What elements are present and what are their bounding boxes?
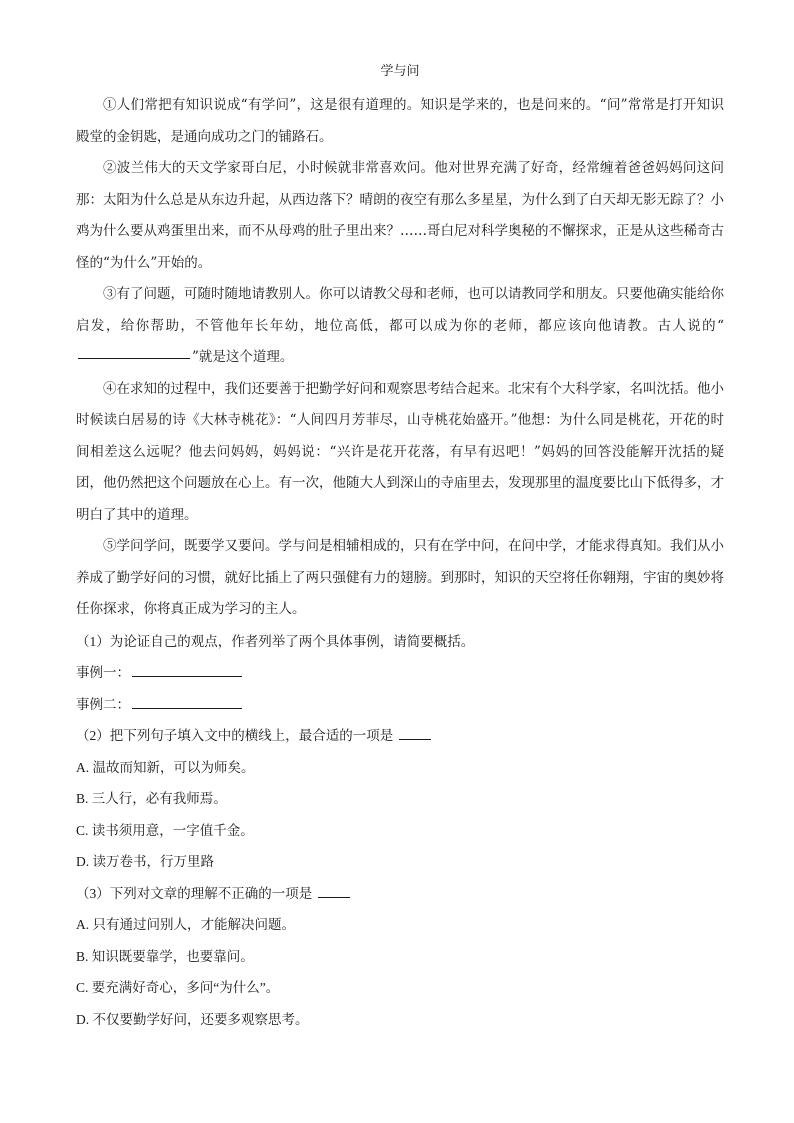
question-2-option-d: D. 读万卷书，行万里路: [76, 854, 214, 869]
question-2-stem-row: [76, 720, 724, 752]
question-3-option-b: B. 知识既要靠学，也要靠问。: [76, 948, 254, 964]
question-1: [76, 626, 724, 721]
paragraph-4: ④在求知的过程中，我们还要善于把勤学好问和观察思考结合起来。北宋有个大科学家，名叫沈括。他小时候读白居易的诗《大林寺桃花》：“人间四月芳菲尽，山寺桃花始盛开。”他想：为什么同是桃花，开花的时间相差这么远呢？他去问妈妈，妈妈说：“兴许是花开花落，有早有迟吧！”妈妈的回答没能解开沈括的疑团，他仍然把这个问题放在心上。有一次，他随大人到深山的寺庙里去，发现那里的温度要比山下低得多，才明白了其中的道理。: [76, 380, 724, 523]
example-1-row: [76, 657, 724, 689]
paragraph-5: ⑤学问学问，既要学又要问。学与问是相辅相成的，只有在学中问，在问中学，才能求得真知。我们从小养成了勤学好问的习惯，就好比插上了两只强健有力的翅膀。到那时，知识的天空将任你翱翔，宇宙的奥妙将任你探求，你将真正成为学习的主人。: [76, 538, 724, 617]
question-3-stem-row: [76, 878, 724, 910]
example-2-label: 事例二：: [76, 696, 130, 712]
paragraph-3: [76, 279, 724, 374]
article-title: 学与问: [380, 64, 420, 79]
question-3-option-d: D. 不仅要勤学好问，还要多观察思考。: [76, 1011, 309, 1027]
example-2-answer-line[interactable]: [132, 694, 242, 709]
question-3-answer-line[interactable]: [318, 883, 350, 898]
example-1-label: 事例一：: [76, 665, 130, 680]
example-1-answer-line[interactable]: [132, 662, 242, 677]
question-2-option-b: B. 三人行，必有我师焉。: [76, 791, 227, 806]
fill-in-blank: [78, 357, 190, 359]
question-2-stem: （2）把下列句子填入文中的横线上，最合适的一项是: [76, 728, 394, 743]
question-3-option-a: A. 只有通过问别人，才能解决问题。: [76, 917, 295, 932]
question-3: [76, 878, 724, 1036]
question-1-stem: （1）为论证自己的观点，作者列举了两个具体事例，请简要概括。: [76, 633, 475, 649]
question-2-option-a: A. 温故而知新，可以为师矣。: [76, 759, 255, 775]
paragraph-2: ②波兰伟大的天文学家哥白尼，小时候就非常喜欢问。他对世界充满了好奇，经常缠着爸爸妈妈问这问那：太阳为什么总是从东边升起，从西边落下？晴朗的夜空有那么多星星，为什么到了白天却无影无踪了？小鸡为什么要从鸡蛋里出来，而不从母鸡的肚子里出来？……哥白尼对科学奥秘的不懈探求，正是从这些稀奇古怪的“为什么”开始的。: [76, 160, 724, 271]
question-2-answer-line[interactable]: [399, 725, 431, 740]
document-page: [76, 62, 724, 1035]
paragraph-3-after-blank: ”就是这个道理。: [192, 349, 294, 365]
paragraph-1: ①人们常把有知识说成“有学问”，这是很有道理的。知识是学来的，也是问来的。“问”常常是打开知识殿堂的金钥匙，是通向成功之门的铺路石。: [76, 97, 724, 145]
example-2-row: [76, 689, 724, 721]
question-2: [76, 720, 724, 878]
paragraph-3-before-blank: ③有了问题，可随时随地请教别人。你可以请教父母和老师，也可以请教同学和朋友。只要他确实能给你启发，给你帮助，不管他年长年幼，地位高低，都可以成为你的老师，都应该向他请教。古人说的“: [76, 286, 724, 334]
question-3-stem: （3）下列对文章的理解不正确的一项是: [76, 885, 313, 901]
question-3-option-c: C. 要充满好奇心，多问“为什么”。: [76, 980, 280, 995]
question-2-option-c: C. 读书须用意，一字值千金。: [76, 822, 254, 838]
